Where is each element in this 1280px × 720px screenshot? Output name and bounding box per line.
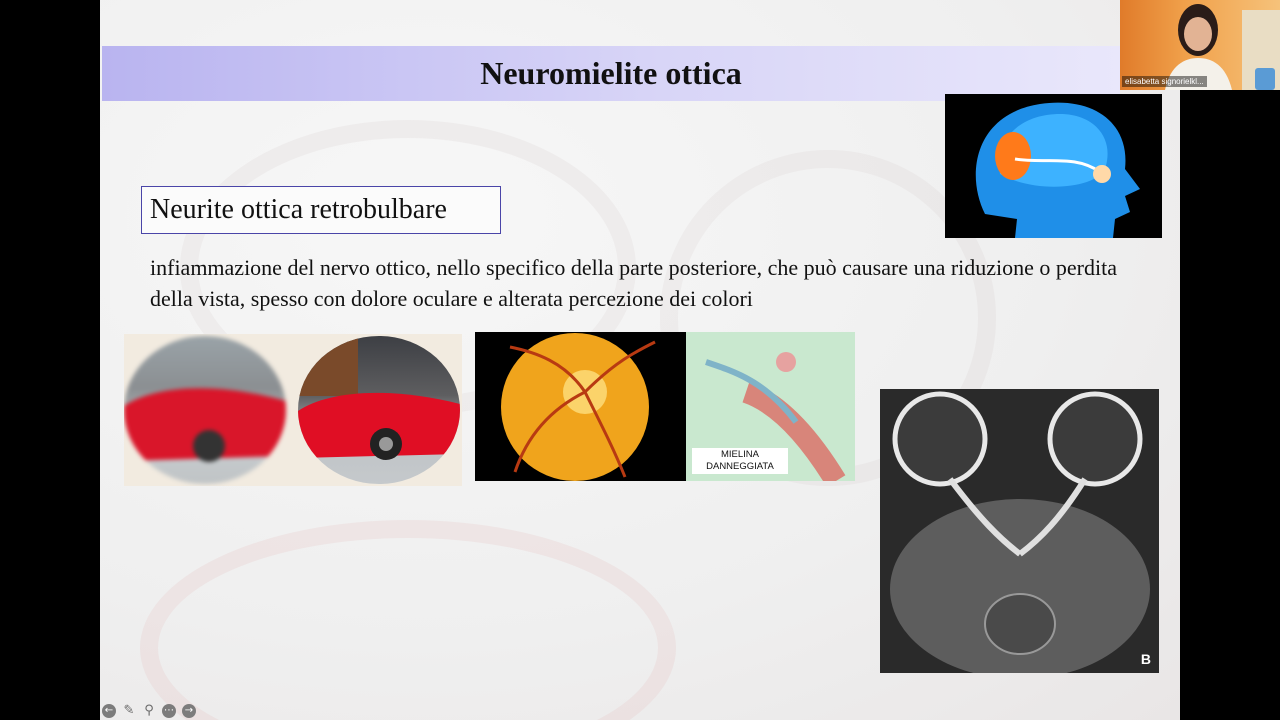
more-icon[interactable]: ⋯ [164,705,174,716]
mri-scan-image [880,389,1159,673]
blurred-vision-circle [124,336,286,484]
previous-icon[interactable]: ← [102,704,116,718]
slide-toolbar [102,703,196,719]
presentation-slide [100,0,1180,720]
participant-name: elisabetta signorielkl... [1122,76,1207,87]
zoom-icon[interactable]: ⚲ [144,703,154,718]
myelin-label [692,448,788,474]
subtitle-text: Neurite ottica retrobulbare [150,194,447,225]
next-icon[interactable]: → [182,704,196,718]
slide-title: Neuromielite ottica [480,55,742,91]
background-decoration [140,520,676,720]
subtitle-box [141,186,501,234]
fundus-image [475,332,686,481]
slide-title-bar [102,46,1120,101]
clear-vision-circle [298,336,460,484]
pen-icon[interactable]: ✎ [123,703,135,718]
myelin-label-line1: MIELINA [720,449,759,460]
description-text: infiammazione del nervo ottico, nello specifico della parte posteriore, che può causare una riduzione o perdita della vista, spesso con dolore oculare e alterata percezione dei colori [150,255,1118,311]
myelin-label-line2: DANNEGGIATA [706,461,774,472]
participant-video[interactable] [1120,0,1280,90]
myelin-diagram-image [686,332,855,481]
mri-panel-label: B [1140,651,1151,667]
brain-optic-pathway-image [945,94,1162,238]
vision-comparison-image [124,334,462,486]
